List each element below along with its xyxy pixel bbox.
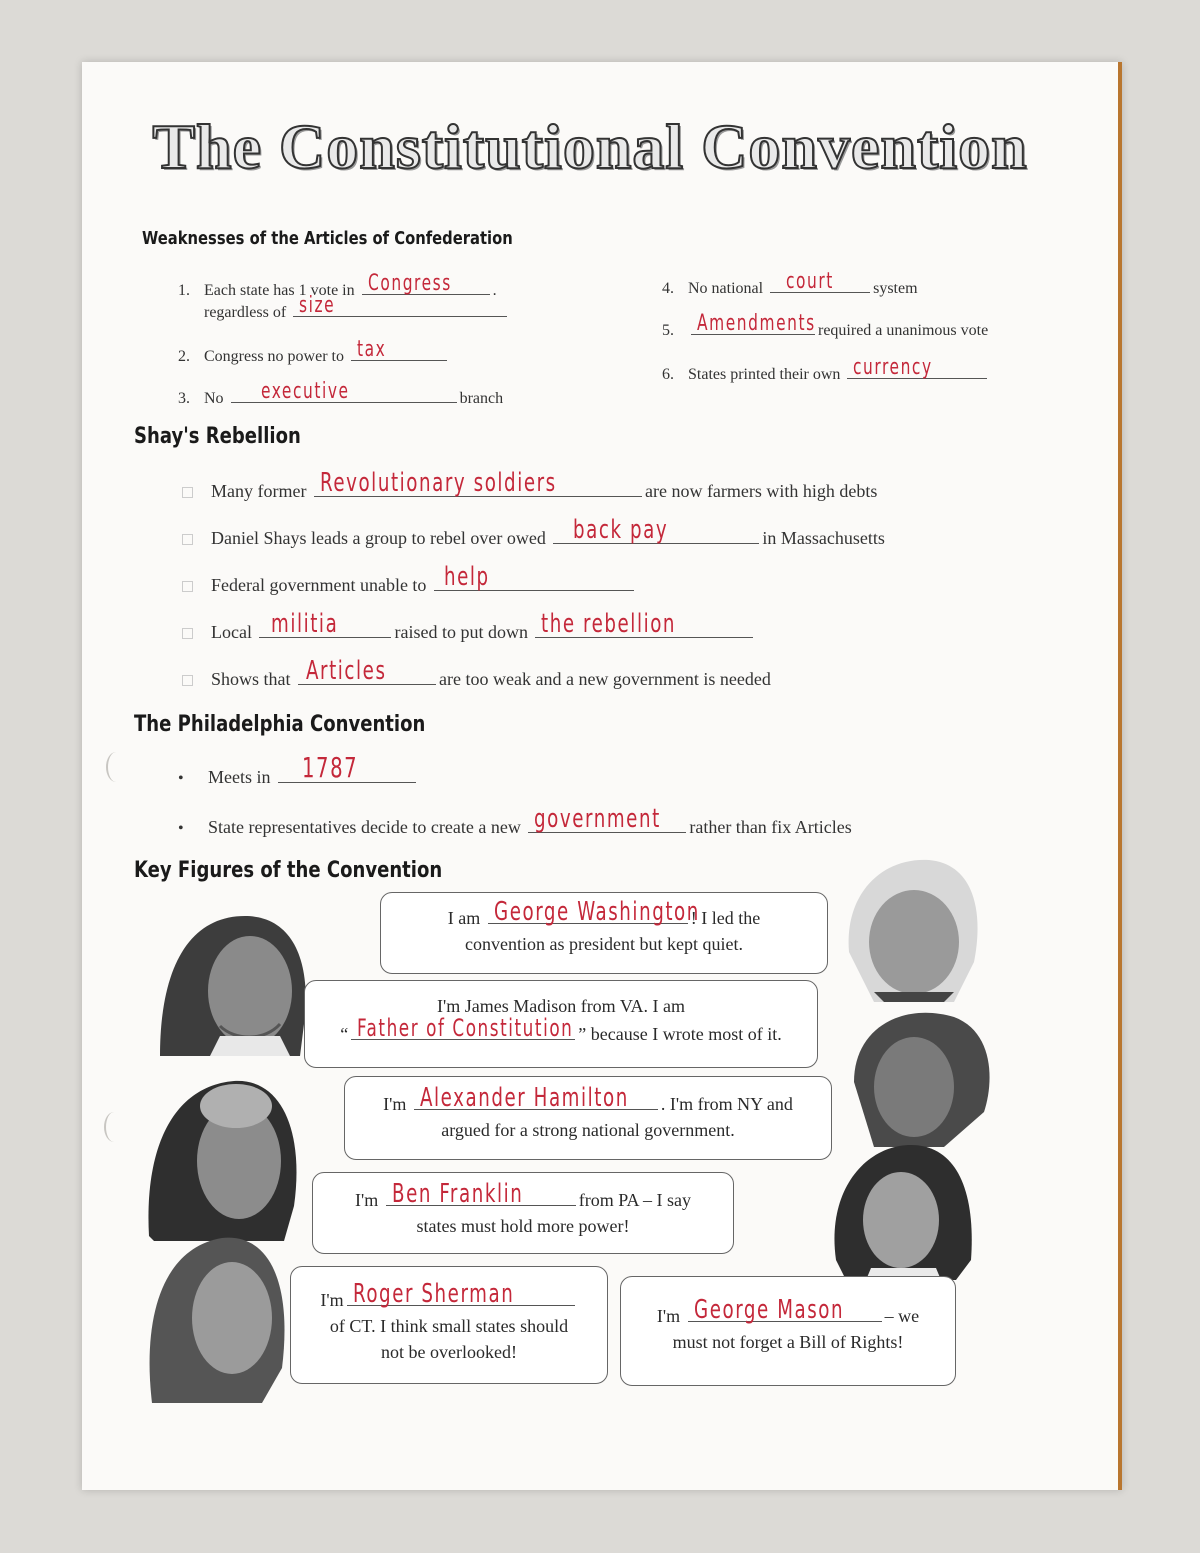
punch-hole (104, 1112, 124, 1142)
answer-blank[interactable] (386, 1179, 576, 1209)
speech-bubble-hamilton: I'm Alexander Hamilton . I'm from NY and argued for a strong national government. (344, 1076, 832, 1160)
handwritten-answer: government (534, 804, 662, 834)
weakness-item-1-line2: regardless of size (204, 296, 510, 322)
speech-bubble-washington: I am George Washington ! I led the convention as president but kept quiet. (380, 892, 828, 974)
page-title: The Constitutional Convention (152, 111, 1028, 182)
section-heading-philadelphia: The Philadelphia Convention (134, 712, 426, 737)
answer-blank[interactable] (351, 337, 447, 362)
handwritten-answer: militia (271, 609, 339, 639)
handwritten-answer: tax (356, 337, 387, 362)
weakness-item-4: 4. No national court system (662, 269, 918, 297)
handwritten-answer: Roger Sherman (352, 1279, 514, 1309)
bullet: • (178, 770, 184, 787)
bullet: • (178, 820, 184, 837)
weakness-item-5: 5. Amendments required a unanimous vote (662, 311, 989, 339)
handwritten-answer: George Mason (693, 1295, 844, 1325)
weakness-item-2: 2. Congress no power to tax (178, 340, 450, 366)
speech-bubble-sherman: I'm Roger Sherman of CT. I think small states should not be overlooked! (290, 1266, 608, 1384)
handwritten-answer: size (299, 293, 336, 318)
answer-blank[interactable] (688, 1295, 882, 1325)
answer-blank[interactable] (347, 1279, 575, 1309)
handwritten-answer: the rebellion (541, 609, 677, 639)
weakness-item-3: 3. No executive branch (178, 379, 504, 407)
answer-blank[interactable] (414, 1083, 658, 1113)
answer-blank[interactable] (770, 269, 870, 294)
answer-blank[interactable] (847, 355, 987, 380)
section-heading-key-figures: Key Figures of the Convention (134, 858, 443, 883)
answer-blank[interactable] (293, 293, 507, 318)
section-heading-weaknesses: Weaknesses of the Articles of Confederation (142, 228, 513, 249)
checkbox-bullet (182, 675, 193, 686)
shays-item-3: Federal government unable to help (182, 570, 637, 596)
handwritten-answer: 1787 (302, 751, 359, 784)
philadelphia-item-2: • State representatives decide to create a new government rather than fix Articles (178, 804, 852, 837)
speech-bubble-mason: I'm George Mason – we must not forget a Bill of Rights! (620, 1276, 956, 1386)
handwritten-answer: Congress (367, 271, 452, 296)
answer-blank[interactable] (351, 1014, 575, 1042)
handwritten-answer: George Washington (493, 897, 700, 927)
answer-blank[interactable] (298, 656, 436, 686)
speech-bubble-franklin: I'm Ben Franklin from PA – I say states must hold more power! (312, 1172, 734, 1254)
worksheet-page (82, 62, 1122, 1490)
answer-blank[interactable] (528, 804, 686, 834)
answer-blank[interactable] (535, 609, 753, 639)
portrait-mason (826, 1140, 976, 1280)
portrait-sherman (142, 1228, 292, 1403)
shays-item-5: Shows that Articles are too weak and a new government is needed (182, 664, 771, 690)
answer-blank[interactable] (691, 311, 816, 336)
answer-blank[interactable] (259, 609, 391, 639)
answer-blank[interactable] (231, 379, 457, 404)
philadelphia-item-1: • Meets in 1787 (178, 762, 419, 788)
checkbox-bullet (182, 534, 193, 545)
handwritten-answer: back pay (573, 515, 669, 545)
handwritten-answer: currency (853, 355, 934, 380)
handwritten-answer: Ben Franklin (391, 1179, 524, 1209)
shays-item-4: Local militia raised to put down the rebellion (182, 617, 756, 643)
answer-blank[interactable] (488, 897, 700, 927)
punch-hole (106, 752, 126, 782)
weakness-item-1: 1. Each state has 1 vote in Congress . (178, 271, 497, 299)
shays-item-1: Many former Revolutionary soldiers are now farmers with high debts (182, 476, 877, 502)
handwritten-answer: executive (260, 379, 350, 404)
handwritten-answer: Revolutionary soldiers (319, 468, 557, 498)
handwritten-answer: court (786, 269, 835, 294)
speech-bubble-madison: I'm James Madison from VA. I am “ Father of Constitution ” because I wrote most of it. (304, 980, 818, 1068)
weakness-item-6: 6. States printed their own currency (662, 358, 990, 384)
portrait-hamilton (844, 1002, 994, 1147)
portrait-washington (834, 852, 984, 1002)
checkbox-bullet (182, 628, 193, 639)
portrait-franklin (144, 1066, 304, 1241)
handwritten-answer: Articles (306, 656, 387, 686)
answer-blank[interactable] (278, 751, 416, 784)
page-edge (1118, 62, 1122, 1490)
handwritten-answer: Amendments (697, 311, 816, 336)
checkbox-bullet (182, 487, 193, 498)
answer-blank[interactable] (553, 515, 759, 545)
handwritten-answer: Alexander Hamilton (419, 1083, 629, 1113)
answer-blank[interactable] (362, 271, 490, 296)
section-heading-shays: Shay's Rebellion (134, 424, 301, 449)
handwritten-answer: help (443, 562, 490, 592)
shays-item-2: Daniel Shays leads a group to rebel over owed back pay in Massachusetts (182, 523, 885, 549)
handwritten-answer: Father of Constitution (357, 1014, 574, 1042)
answer-blank[interactable] (434, 562, 634, 592)
checkbox-bullet (182, 581, 193, 592)
answer-blank[interactable] (314, 468, 642, 498)
portrait-madison (150, 906, 310, 1056)
